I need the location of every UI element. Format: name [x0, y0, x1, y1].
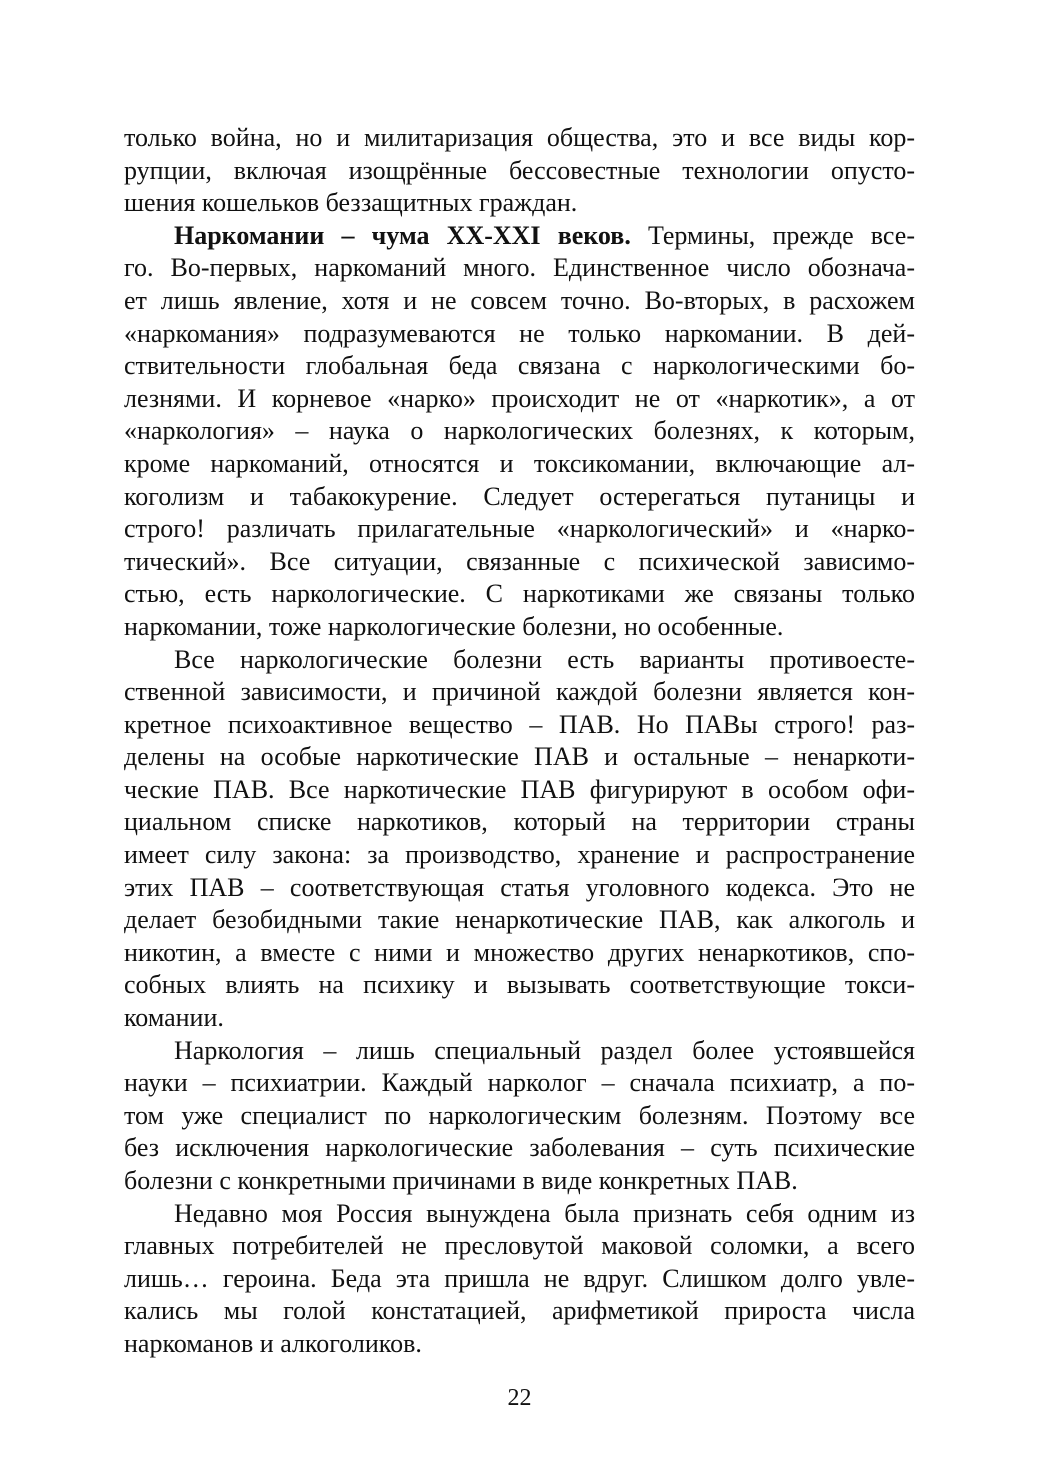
text-line: шения кошельков беззащитных граждан.: [124, 188, 578, 218]
text-line: кретное психоактивное вещество – ПАВ. Но ПАВы строго! раз-: [124, 709, 915, 739]
text-line: ственной зависимости, и причиной каждой болезни является кон-: [124, 677, 915, 707]
text-line: «наркология» – наука о наркологических болезнях, к которым,: [124, 416, 915, 446]
paragraph-1: [124, 122, 915, 220]
text-line: ет лишь явление, хотя и не совсем точно. Во-вторых, в расхожем: [124, 285, 915, 315]
text-line: кроме наркоманий, относятся и токсикомании, включающие ал-: [124, 448, 915, 478]
text-line: никотин, а вместе с ними и множество других ненаркотиков, спо-: [124, 937, 915, 967]
text-line: без исключения наркологические заболевания – суть психические: [124, 1133, 915, 1163]
text-line: болезни с конкретными причинами в виде конкретных ПАВ.: [124, 1166, 798, 1195]
text-line: лишь… героина. Беда эта пришла не вдруг. Слишком долго увле-: [124, 1263, 915, 1293]
text-line: [124, 220, 915, 253]
text-line: комании.: [124, 1003, 224, 1033]
text-line: ческие ПАВ. Все наркотические ПАВ фигурируют в особом офи-: [124, 774, 915, 804]
text-line: ствительности глобальная беда связана с наркологическими бо-: [124, 351, 915, 381]
text-line: «наркомания» подразумеваются не только наркомании. В дей-: [124, 318, 915, 348]
text-line: го. Во-первых, наркоманий много. Единственное число обознача-: [124, 253, 915, 283]
text-line: том уже специалист по наркологическим болезням. Поэтому все: [124, 1100, 915, 1130]
text-line: циальном списке наркотиков, который на территории страны: [124, 807, 915, 837]
text-line: лезнями. И корневое «нарко» происходит не от «наркотик», а от: [124, 383, 915, 413]
page-body: [124, 122, 915, 1361]
text-line: собных влиять на психику и вызывать соответствующие токси-: [124, 970, 915, 1000]
page-number: 22: [507, 1385, 532, 1411]
text-line: имеет силу закона: за производство, хранение и распространение: [124, 840, 915, 870]
text-line: только война, но и милитаризация общества, это и все виды кор-: [124, 123, 915, 152]
paragraph-5: [124, 1198, 915, 1361]
paragraph-3: [124, 644, 915, 1035]
text-line: коголизм и табакокурение. Следует остерегаться путаницы и: [124, 481, 915, 511]
text-line: главных потребителей не пресловутой маковой соломки, а всего: [124, 1231, 915, 1261]
text-line: кались мы голой констатацией, арифметикой прироста числа: [124, 1296, 915, 1326]
text-line: делены на особые наркотические ПАВ и остальные – ненаркоти-: [124, 742, 915, 772]
paragraph-2: [124, 220, 915, 644]
text-line: наркоманов и алкоголиков.: [124, 1328, 422, 1358]
text-line-rest: Термины, прежде все-: [630, 220, 915, 250]
text-line: Наркология – лишь специальный раздел более устоявшейся: [174, 1035, 915, 1065]
text-line: стью, есть наркологические. С наркотиками же связаны только: [124, 579, 915, 609]
text-line: науки – психиатрии. Каждый нарколог – сначала психиатр, а по-: [124, 1068, 915, 1098]
text-line: Все наркологические болезни есть варианты противоесте-: [174, 644, 915, 674]
text-line: строго! различать прилагательные «наркологический» и «нарко-: [124, 514, 915, 544]
text-line: рупции, включая изощрённые бессовестные технологии опусто-: [124, 155, 915, 185]
text-line: делает безобидными такие ненаркотические ПАВ, как алкоголь и: [124, 905, 915, 935]
section-heading: Наркомании – чума XX-XXI веков.: [174, 220, 631, 250]
text-line: Недавно моя Россия вынуждена была признать себя одним из: [174, 1198, 915, 1228]
text-line: тический». Все ситуации, связанные с психической зависимо-: [124, 546, 915, 576]
text-line: наркомании, тоже наркологические болезни, но особенные.: [124, 611, 784, 641]
text-line: этих ПАВ – соответствующая статья уголовного кодекса. Это не: [124, 872, 915, 902]
paragraph-4: [124, 1035, 915, 1198]
